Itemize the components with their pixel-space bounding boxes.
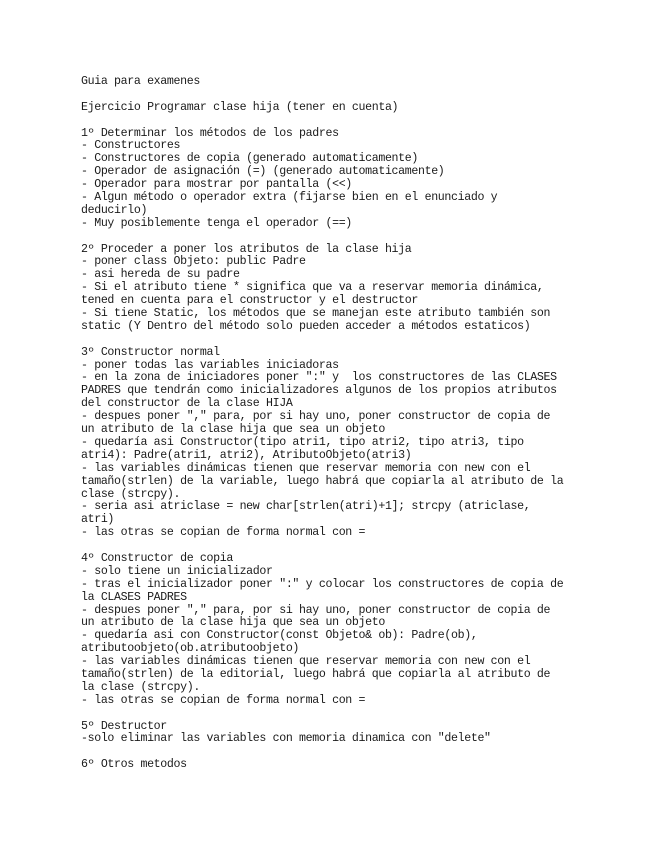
text-line: - Constructores (81, 139, 181, 153)
text-line: - las otras se copian de forma normal con = (81, 693, 366, 707)
text-line: - Constructores de copia (generado automaticamente) (81, 152, 418, 166)
text-line: - despues poner "," para, por si hay uno, poner constructor de copia de (81, 410, 551, 424)
document-subtitle: Ejercicio Programar clase hija (tener en cuenta) (81, 100, 399, 114)
section-1 (81, 128, 581, 231)
text-line: del constructor de la clase HIJA (81, 397, 293, 411)
text-line: - Si el atributo tiene * significa que va a reservar memoria dinámica, (81, 281, 544, 295)
spacer (81, 708, 581, 721)
text-line: - Operador para mostrar por pantalla (<<) (81, 178, 352, 192)
text-line: tamaño(strlen) de la variable, luego habrá que copiarla al atributo de la (81, 474, 564, 488)
text-line: tamaño(strlen) de la editorial, luego habrá que copiarla al atributo de (81, 667, 551, 681)
text-line: - las variables dinámicas tienen que reservar memoria con new con el (81, 655, 531, 669)
text-line: clase (strcpy). (81, 487, 181, 501)
text-line: - seria asi atriclase = new char[strlen(atri)+1]; strcpy (atriclase, (81, 500, 531, 514)
text-line: - poner todas las variables iniciadoras (81, 358, 339, 372)
section-4 (81, 553, 581, 708)
text-line: - quedaría asi con Constructor(const Objeto& ob): Padre(ob), (81, 629, 478, 643)
document-body (81, 76, 581, 772)
text-line: atributoobjeto(ob.atributoobjeto) (81, 642, 300, 656)
text-line: - asi hereda de su padre (81, 268, 240, 282)
text-line: tened en cuenta para el constructor y el destructor (81, 294, 418, 308)
section-heading: 3º Constructor normal (81, 345, 220, 359)
section-3 (81, 347, 581, 540)
text-line: - despues poner "," para, por si hay uno, poner constructor de copia de (81, 603, 551, 617)
text-line: PADRES que tendrán como inicializadores algunos de los propios atributos (81, 384, 557, 398)
section-heading: 4º Constructor de copia (81, 551, 233, 565)
text-line: - Muy posiblemente tenga el operador (==) (81, 216, 352, 230)
section-6 (81, 759, 581, 772)
text-line: un atributo de la clase hija que sea un objeto (81, 616, 385, 630)
text-line: static (Y Dentro del método solo pueden acceder a métodos estaticos) (81, 319, 531, 333)
section-heading: 6º Otros metodos (81, 758, 187, 772)
text-line: - Si tiene Static, los métodos que se manejan este atributo también son (81, 307, 551, 321)
text-line: - quedaría asi Constructor(tipo atri1, tipo atri2, tipo atri3, tipo (81, 435, 524, 449)
spacer (81, 89, 581, 102)
text-line: deducirlo) (81, 203, 148, 217)
text-line: - tras el inicializador poner ":" y colocar los constructores de copia de (81, 577, 564, 591)
text-line: - solo tiene un inicializador (81, 564, 273, 578)
text-line: - en la zona de iniciadores poner ":" y los constructores de las CLASES (81, 371, 557, 385)
text-line: atri) (81, 513, 115, 527)
document-title: Guia para examenes (81, 75, 200, 88)
section-heading: 5º Destructor (81, 719, 167, 733)
section-heading: 1º Determinar los métodos de los padres (81, 126, 339, 140)
text-line: - poner class Objeto: public Padre (81, 255, 306, 269)
text-line: la clase (strcpy). (81, 680, 200, 694)
text-line: -solo eliminar las variables con memoria dinamica con "delete" (81, 732, 491, 746)
text-line: - las variables dinámicas tienen que reservar memoria con new con el (81, 461, 531, 475)
text-line: un atributo de la clase hija que sea un objeto (81, 423, 385, 437)
text-line: - las otras se copian de forma normal con = (81, 526, 366, 540)
section-5 (81, 721, 581, 747)
text-line: atri4): Padre(atri1, atri2), AtributoObjeto(atri3) (81, 448, 412, 462)
text-line: - Algun método o operador extra (fijarse bien en el enunciado y (81, 191, 498, 205)
spacer (81, 334, 581, 347)
section-heading: 2º Proceder a poner los atributos de la clase hija (81, 242, 412, 256)
section-2 (81, 244, 581, 334)
spacer (81, 231, 581, 244)
text-line: la CLASES PADRES (81, 590, 187, 604)
spacer (81, 115, 581, 128)
text-line: - Operador de asignación (=) (generado automaticamente) (81, 165, 445, 179)
